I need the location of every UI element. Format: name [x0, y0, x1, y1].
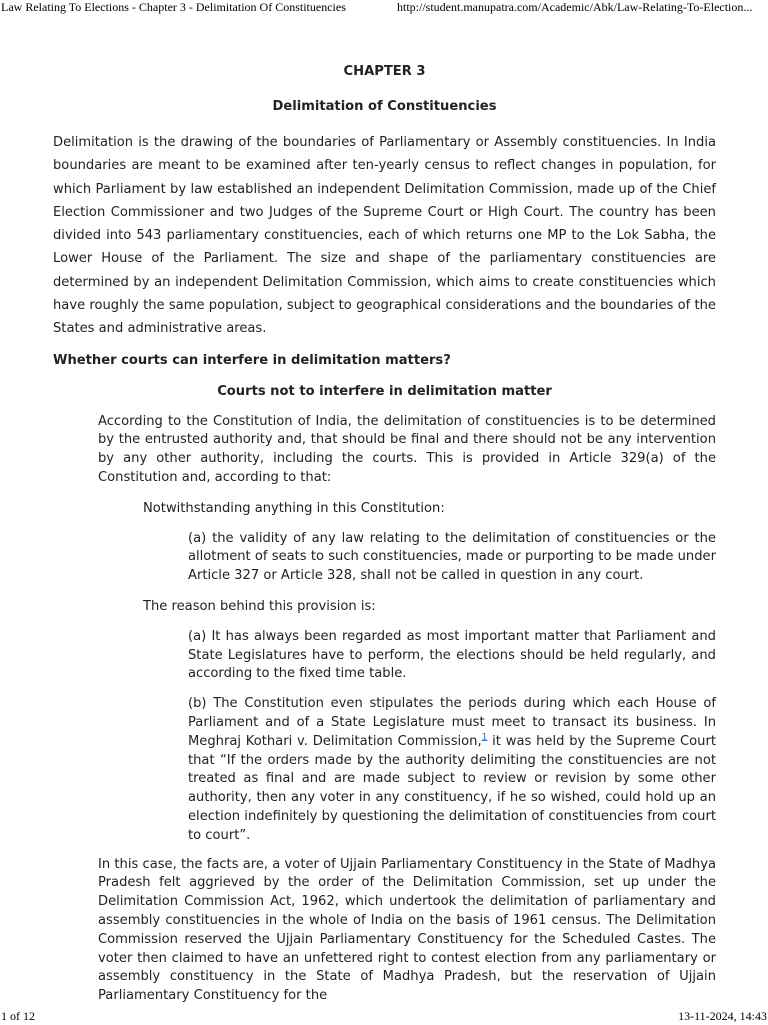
print-header-url: http://student.manupatra.com/Academic/Abk/Law-Relating-To-Election...: [397, 0, 753, 14]
constitution-paragraph: According to the Constitution of India, the delimitation of constituencies is to be determined by the entrusted authority and, that should be final and there should not be any intervention by any other authority, including the courts. This is provided in Article 329(a) of the Constitution and, according to that:: [98, 413, 716, 486]
reason-b-text-before: (b) The Constitution even stipulates the periods during which each House of Parliament and of a State Legislature must meet to transact its business. In Meghraj Kothari v. Delimitation Commission,: [188, 696, 716, 749]
section-question-heading: Whether courts can interfere in delimitation matters?: [53, 352, 451, 368]
facts-paragraph: In this case, the facts are, a voter of Ujjain Parliamentary Constituency in the State of Madhya Pradesh felt aggrieved by the order of the Delimitation Commission, set up under the Delimitation Commission Act, 1962, which undertook the delimitation of parliamentary and assembly constituencies in the whole of India on the basis of 1961 census. The Delimitation Commission reserved the Ujjain Parliamentary Constituency for the Scheduled Castes. The voter then claimed to have an unfettered right to contest election from any parliamentary or assembly constituency in the State of Madhya Pradesh, but the reservation of Ujjain Parliamentary Constituency for the: [98, 856, 716, 1004]
reason-a: (a) It has always been regarded as most important matter that Parliament and State Legislatures have to perform, the elections should be held regularly, and according to the fixed time table.: [188, 628, 716, 682]
print-datetime: 13-11-2024, 14:43: [678, 1009, 767, 1023]
chapter-title: CHAPTER 3: [343, 64, 426, 79]
reason-intro: The reason behind this provision is:: [143, 599, 376, 615]
page-number: 1 of 12: [1, 1009, 35, 1023]
reason-b: [188, 695, 716, 845]
notwithstanding-line: Notwithstanding anything in this Constitution:: [143, 500, 445, 516]
footnote-link[interactable]: 1: [481, 732, 488, 743]
print-header-title: Law Relating To Elections - Chapter 3 - Delimitation Of Constituencies: [1, 0, 346, 14]
print-header: [0, 0, 768, 16]
article-329-clause-a: (a) the validity of any law relating to the delimitation of constituencies or the allotment of seats to such constituencies, made or purporting to be made under Article 327 or Article 328, shall not be called in question in any court.: [188, 530, 716, 584]
chapter-subtitle: Delimitation of Constituencies: [272, 99, 497, 114]
section-heading: Courts not to interfere in delimitation matter: [217, 383, 552, 399]
document-body: [53, 62, 716, 1006]
print-footer: [0, 1009, 768, 1025]
reason-b-text-after: it was held by the Supreme Court that “If the orders made by the authority delimiting the constituencies are not treated as final and are made subject to review or revision by some other authority, then any voter in any constituency, if he so wished, could hold up an election indefinitely by questioning the delimitation of constituencies from court to court”.: [188, 733, 716, 843]
intro-paragraph: Delimitation is the drawing of the boundaries of Parliamentary or Assembly constituencies. In India boundaries are meant to be examined after ten-yearly census to reflect changes in population, for which Parliament by law established an independent Delimitation Commission, made up of the Chief Election Commissioner and two Judges of the Supreme Court or High Court. The country has been divided into 543 parliamentary constituencies, each of which returns one MP to the Lok Sabha, the Lower House of the Parliament. The size and shape of the parliamentary constituencies are determined by an independent Delimitation Commission, which aims to create constituencies which have roughly the same population, subject to geographical considerations and the boundaries of the States and administrative areas.: [53, 135, 716, 337]
